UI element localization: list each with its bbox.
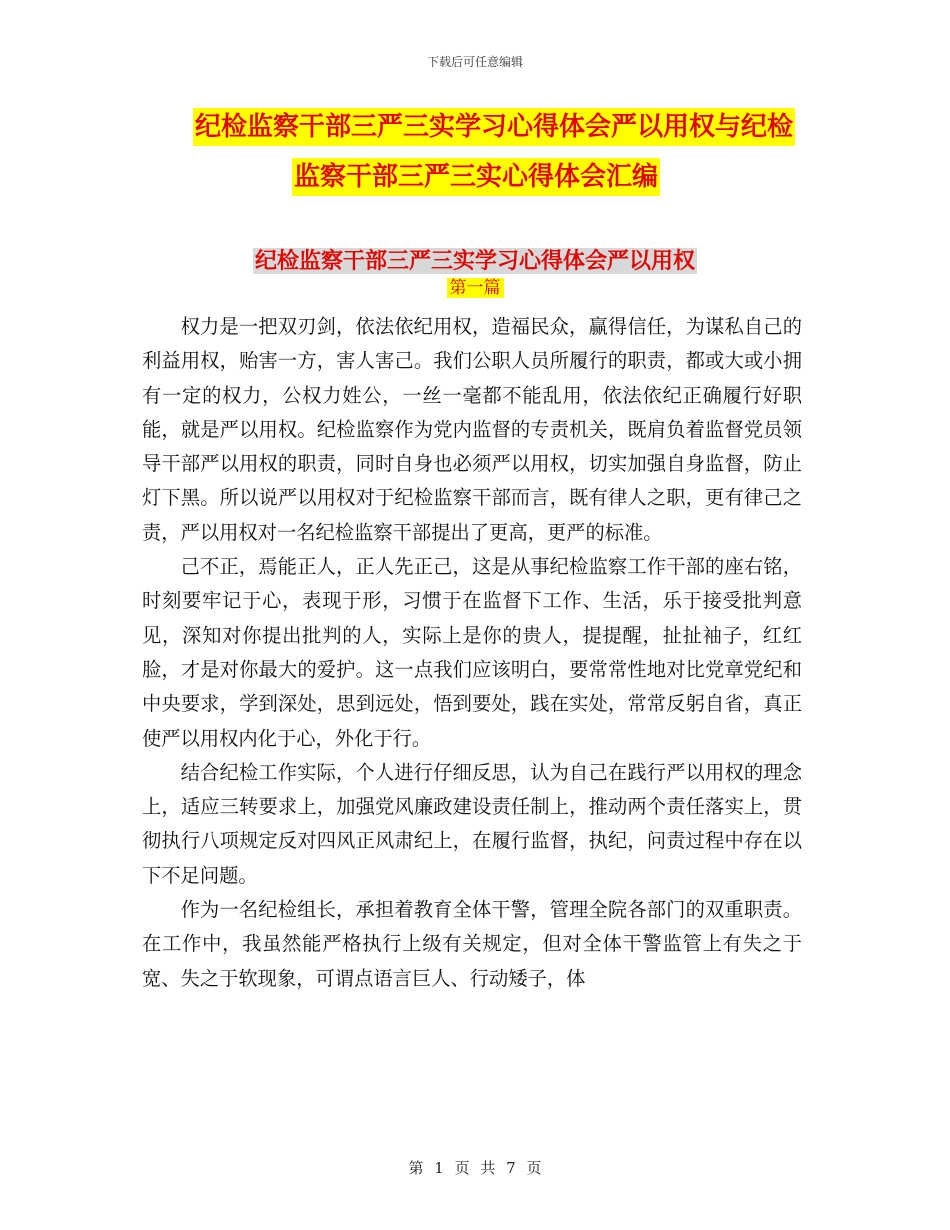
title-line-1: 纪检监察干部三严三实学习心得体会严以用权与纪检 bbox=[193, 108, 795, 146]
header-note: 下载后可任意编辑 bbox=[426, 55, 523, 69]
paragraph: 结合纪检工作实际，个人进行仔细反思，认为自己在践行严以用权的理念上，适应三转要求上，加强党风廉政建设责任制上，推动两个责任落实上，贯彻执行八项规定反对四风正风肃纪上，在履行监督，执纪，问责过程中存在以下不足问题。 bbox=[142, 760, 802, 887]
paragraph: 己不正，焉能正人，正人先正己，这是从事纪检监察工作干部的座右铭，时刻要牢记于心，表现于形，习惯于在监督下工作、生活，乐于接受批判意见，深知对你提出批判的人，实际上是你的贵人，提提醒，扯扯袖子，红红脸，才是对你最大的爱护。这一点我们应该明白，要常常性地对比党章党纪和中央要求，学到深处，思到远处，悟到要处，践在实处，常常反躬自省，真正使严以用权内化于心，外化于行。 bbox=[142, 555, 802, 750]
section-title-text: 纪检监察干部三严三实学习心得体会严以用权 bbox=[254, 248, 695, 274]
page-footer: 第 1 页 共 7 页 bbox=[408, 1159, 542, 1177]
section-title bbox=[0, 247, 950, 275]
section-subtitle-text: 第一篇 bbox=[447, 278, 504, 298]
paragraph: 作为一名纪检组长，承担着教育全体干警，管理全院各部门的双重职责。在工作中，我虽然能严格执行上级有关规定，但对全体干警监管上有失之于宽、失之于软现象，可谓点语言巨人、行动矮子，体 bbox=[142, 898, 802, 990]
section-subtitle bbox=[0, 277, 950, 299]
paragraph: 权力是一把双刃剑，依法依纪用权，造福民众，赢得信任，为谋私自己的利益用权，贻害一方，害人害己。我们公职人员所履行的职责，都或大或小拥有一定的权力，公权力姓公，一丝一毫都不能乱用，依法依纪正确履行好职能，就是严以用权。纪检监察作为党内监督的专责机关，既肩负着监督党员领导干部严以用权的职责，同时自身也必须严以用权，切实加强自身监督，防止灯下黑。所以说严以用权对于纪检监察干部而言，既有律人之职，更有律己之责，严以用权对一名纪检监察干部提出了更高，更严的标准。 bbox=[142, 315, 802, 544]
body-text bbox=[142, 310, 802, 996]
document-title bbox=[0, 108, 950, 208]
title-line-2: 监察干部三严三实心得体会汇编 bbox=[292, 158, 660, 196]
